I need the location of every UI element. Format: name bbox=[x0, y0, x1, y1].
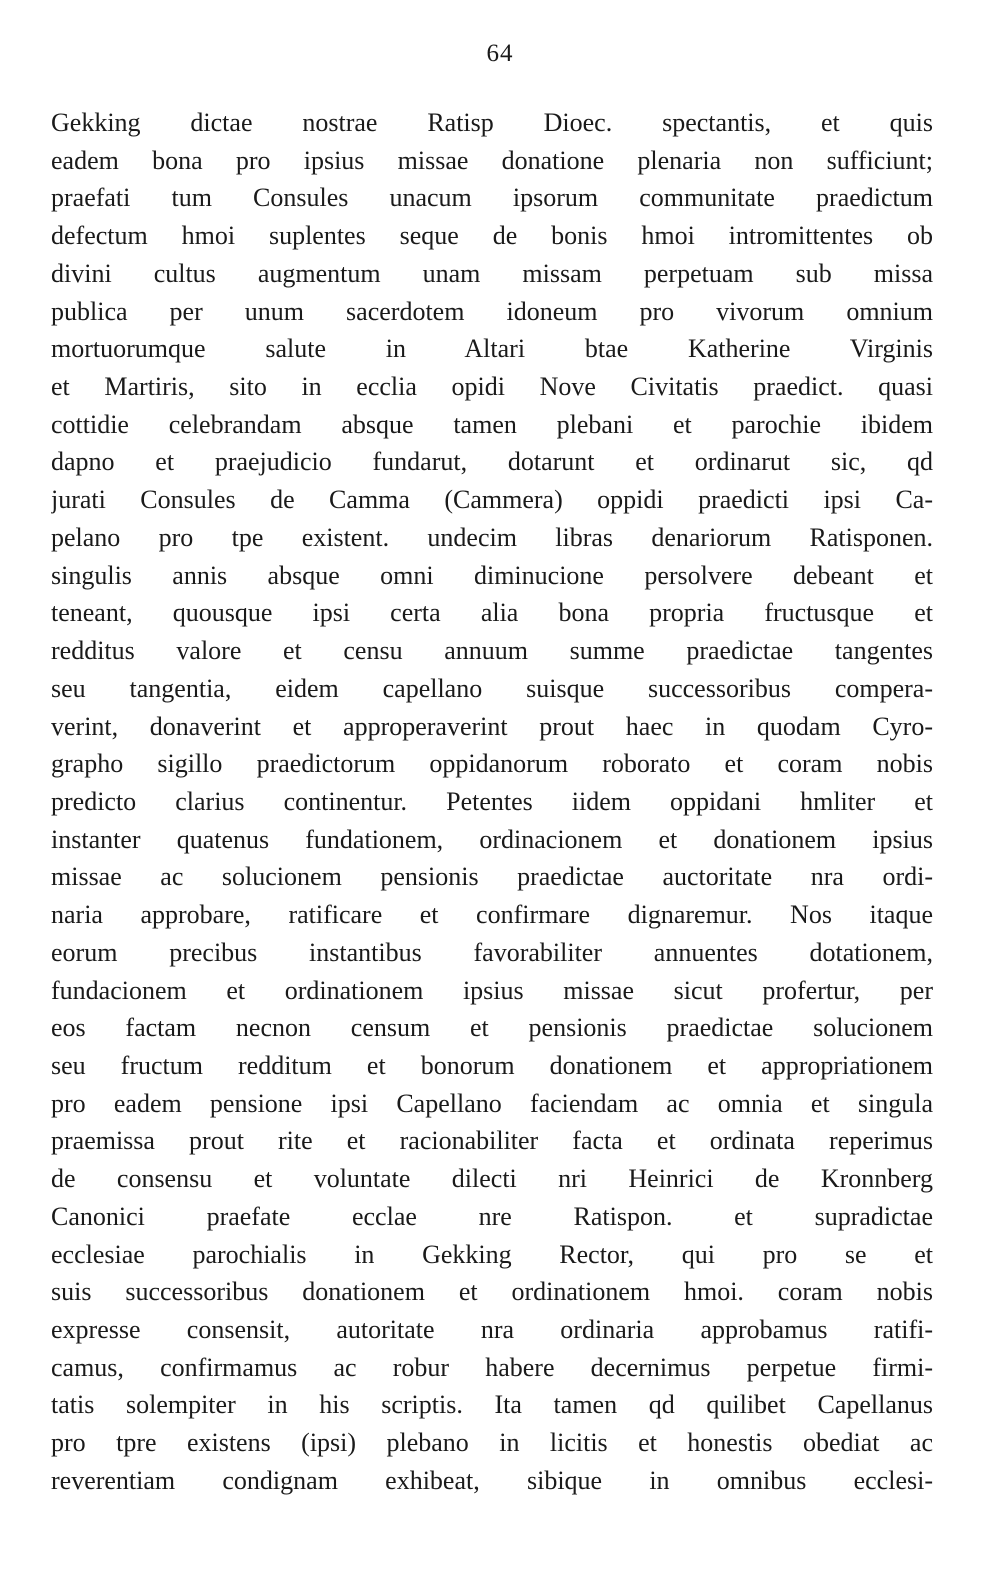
text-line: et Martiris, sito in ecclia opidi Nove Civitatis praedict. quasi bbox=[51, 372, 933, 402]
text-line: eos factam necnon censum et pensionis praedictae solucionem bbox=[51, 1013, 933, 1043]
body-text bbox=[51, 104, 933, 1500]
text-line: reverentiam condignam exhibeat, sibique in omnibus ecclesi- bbox=[51, 1465, 933, 1495]
text-line: praemissa prout rite et racionabiliter facta et ordinata reperimus bbox=[51, 1126, 933, 1156]
text-line: expresse consensit, autoritate nra ordinaria approbamus ratifi- bbox=[51, 1315, 933, 1344]
text-line: mortuorumque salute in Altari btae Katherine Virginis bbox=[51, 334, 933, 364]
text-line: instanter quatenus fundationem, ordinacionem et donationem ipsius bbox=[51, 824, 933, 854]
text-line: verint, donaverint et approperaverint prout haec in quodam Cyro- bbox=[51, 711, 933, 741]
text-line: cottidie celebrandam absque tamen plebani et parochie ibidem bbox=[51, 409, 933, 439]
text-line: praefati tum Consules unacum ipsorum communitate praedictum bbox=[51, 183, 933, 213]
text-line: jurati Consules de Camma (Cammera) oppidi praedicti ipsi Ca- bbox=[51, 485, 933, 515]
text-line: tatis solempiter in his scriptis. Ita tamen qd quilibet Capellanus bbox=[51, 1390, 933, 1420]
text-line: publica per unum sacerdotem idoneum pro vivorum omnium bbox=[51, 296, 933, 326]
text-line: dapno et praejudicio fundarut, dotarunt et ordinarut sic, qd bbox=[51, 447, 933, 477]
text-line: seu fructum redditum et bonorum donationem et appropriationem bbox=[51, 1050, 933, 1080]
text-line: divini cultus augmentum unam missam perpetuam sub missa bbox=[51, 258, 933, 288]
text-line: pro eadem pensione ipsi Capellano faciendam ac omnia et singula bbox=[51, 1088, 933, 1118]
text-line: fundacionem et ordinationem ipsius missae sicut profertur, per bbox=[51, 975, 933, 1005]
text-line: seu tangentia, eidem capellano suisque successoribus compera- bbox=[51, 673, 933, 703]
text-line: naria approbare, ratificare et confirmare dignaremur. Nos itaque bbox=[51, 900, 933, 930]
text-line: Gekking dictae nostrae Ratisp Dioec. spectantis, et quis bbox=[51, 108, 933, 137]
text-line: teneant, quousque ipsi certa alia bona propria fructusque et bbox=[51, 598, 933, 628]
text-line: eadem bona pro ipsius missae donatione plenaria non sufficiunt; bbox=[51, 145, 933, 175]
text-line: Canonici praefate ecclae nre Ratispon. et supradictae bbox=[51, 1201, 933, 1231]
text-line: de consensu et voluntate dilecti nri Heinrici de Kronnberg bbox=[51, 1164, 933, 1194]
text-line: pro tpre existens (ipsi) plebano in licitis et honestis obediat ac bbox=[51, 1428, 933, 1458]
text-line: defectum hmoi suplentes seque de bonis hmoi intromittentes ob bbox=[51, 221, 933, 251]
text-line: singulis annis absque omni diminucione persolvere debeant et bbox=[51, 560, 933, 590]
text-line: camus, confirmamus ac robur habere decernimus perpetue firmi- bbox=[51, 1352, 933, 1382]
text-line: ecclesiae parochialis in Gekking Rector, qui pro se et bbox=[51, 1239, 933, 1269]
text-line: eorum precibus instantibus favorabiliter annuentes dotationem, bbox=[51, 937, 933, 967]
text-line: predicto clarius continentur. Petentes iidem oppidani hmliter et bbox=[51, 786, 933, 816]
text-line: redditus valore et censu annuum summe praedictae tangentes bbox=[51, 636, 933, 666]
text-line: missae ac solucionem pensionis praedictae auctoritate nra ordi- bbox=[51, 862, 933, 892]
page-number: 64 bbox=[486, 40, 514, 67]
text-line: pelano pro tpe existent. undecim libras denariorum Ratisponen. bbox=[51, 522, 933, 552]
text-line: grapho sigillo praedictorum oppidanorum roborato et coram nobis bbox=[51, 749, 933, 779]
text-line: suis successoribus donationem et ordinationem hmoi. coram nobis bbox=[51, 1277, 933, 1307]
